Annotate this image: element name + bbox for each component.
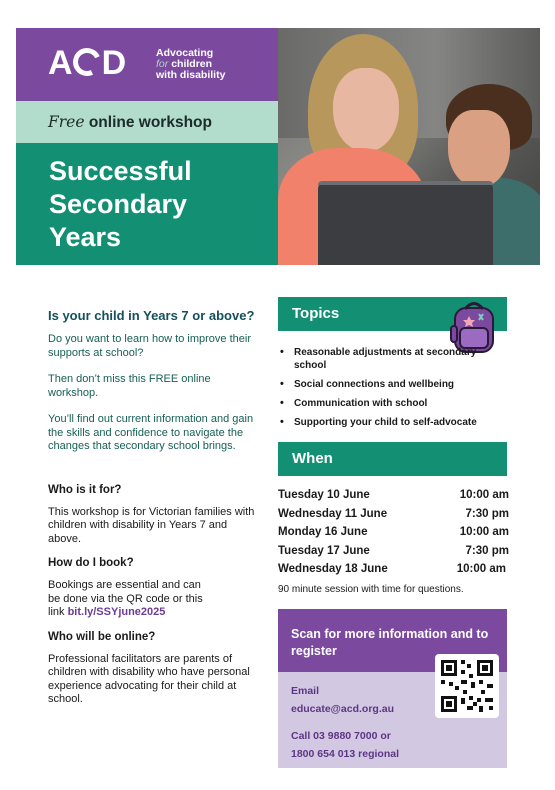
session-row: Wednesday 18 June 10:00 am (278, 563, 506, 575)
phone-line-2[interactable]: 1800 654 013 regional (291, 748, 399, 760)
intro-paragraph-3: You’ll find out current information and gain the skills and confidence to navigate the changes that secondary school brings. (48, 413, 254, 452)
email-link[interactable]: educate@acd.org.au (291, 703, 395, 715)
who-for-text: This workshop is for Victorian families with children with disability in Years 7 and above. (48, 505, 255, 545)
session-row: Wednesday 11 June 7:30 pm (278, 507, 509, 520)
brand-banner (16, 28, 278, 101)
page-title: Successful Secondary Years (49, 156, 192, 252)
intro-paragraph-1: Do you want to learn how to improve their supports at school? (48, 333, 251, 359)
who-for-heading: Who is it for? (48, 483, 122, 496)
topics-list (280, 346, 510, 435)
scan-title: Scan for more information and to register (291, 627, 489, 658)
intro-question: Is your child in Years 7 or above? (48, 308, 255, 323)
session-note: 90 minute session with time for questions. (278, 584, 464, 595)
booking-link[interactable]: bit.ly/SSYjune2025 (67, 606, 166, 618)
acd-logo: A D (48, 44, 126, 82)
book-heading: How do I book? (48, 557, 134, 569)
workshop-banner (16, 101, 278, 143)
qr-code[interactable] (435, 654, 499, 718)
logo-tagline: Advocating for children with disability (156, 47, 226, 81)
book-text: Bookings are essential and can be done via the QR code or this link bit.ly/SSYjune2025 (48, 579, 203, 618)
qr-code-icon (435, 654, 499, 718)
when-heading: When (278, 442, 507, 476)
session-row: Monday 16 June 10:00 am (278, 526, 509, 538)
online-heading: Who will be online? (48, 630, 156, 643)
online-text: Professional facilitators are parents of children with disability who have personal experience advocating for their child at school. (48, 652, 250, 705)
topic-item: • Social connections and wellbeing (280, 378, 510, 391)
intro-column (48, 307, 263, 718)
session-row: Tuesday 17 June 7:30 pm (278, 544, 509, 557)
topic-item: • Communication with school (280, 397, 510, 410)
topic-item: • Reasonable adjustments at secondary school (280, 346, 510, 372)
intro-paragraph-2: Then don’t miss this FREE online workshop. (48, 373, 211, 399)
topic-item: • Supporting your child to self-advocate (280, 416, 510, 429)
phone-line-1[interactable]: Call 03 9880 7000 or (291, 730, 391, 742)
email-label: Email (291, 685, 320, 697)
session-row: Tuesday 10 June 10:00 am (278, 489, 509, 501)
title-banner (16, 143, 278, 265)
topics-heading: Topics (278, 297, 507, 331)
session-schedule (278, 489, 509, 582)
workshop-label: Free online workshop (48, 113, 212, 131)
logo-c-mark (69, 44, 105, 80)
hero-photo (278, 28, 540, 265)
